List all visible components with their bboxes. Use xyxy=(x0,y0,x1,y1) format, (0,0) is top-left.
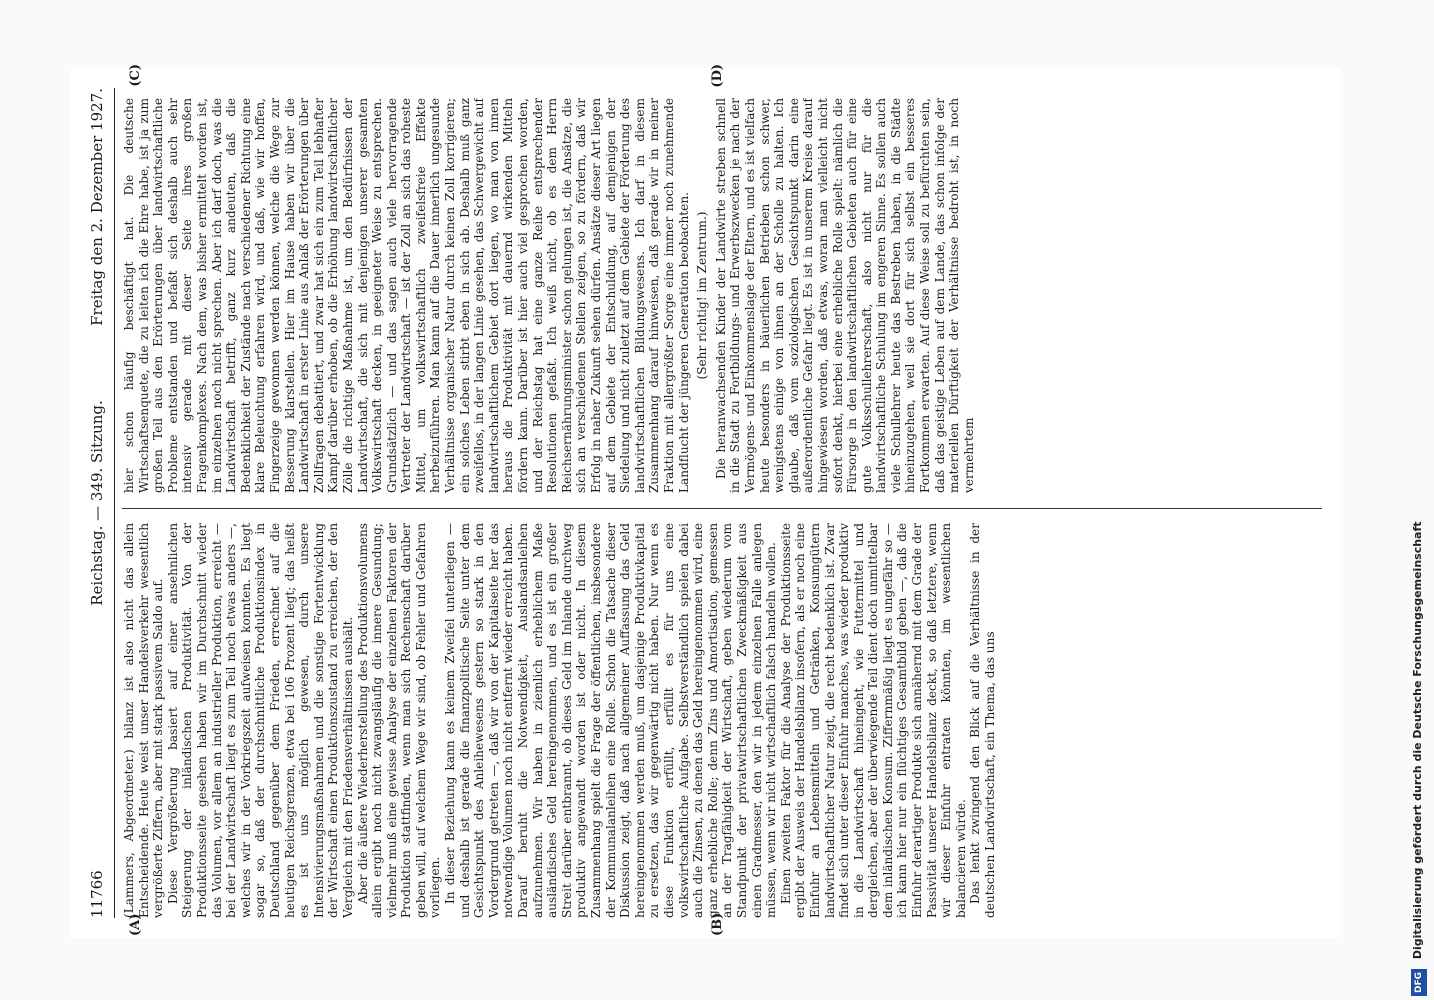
session-title: Reichstag. — 349. Sitzung. xyxy=(88,400,106,606)
paragraph: Diese Vergrößerung basiert auf einer ansehnlichen Steigerung der inländischen Produktivität. Von der Produktionsseite gesehen haben wir im Durchschnitt wieder das Volumen, vor allem an industrieller Produktion, erreicht — bei der Landwirtschaft liegt es zum Teil noch etwas anders —, welches wir in der Vorkriegszeit aufweisen konnten. Es liegt sogar so, daß der durchschnittliche Produktionsindex in Deutschland gegenüber dem Frieden, errechnet auf die heutigen Reichsgrenzen, etwa bei 106 Prozent liegt; das heißt es ist uns möglich gewesen, durch unsere Intensivierungsmaßnahmen und die sonstige Fortentwicklung der Wirtschaft einen Produktionszustand zu erreichen, der den Vergleich mit den Friedensverhältnissen aushält. xyxy=(165,523,355,918)
column-divider xyxy=(122,508,1322,509)
margin-marker-a: (A) xyxy=(128,913,143,936)
dfg-logo: DFG xyxy=(1411,969,1427,996)
paragraph: hier schon häufig beschäftigt hat. Die deutsche Wirtschaftsenquete, die zu leiten ich die Ehre habe, ist ja zum großen Teil aus den Erörterungen über landwirtschaftliche Probleme entstanden und befaßt sich deshalb auch sehr intensiv gerade mit dieser Seite ihres großen Fragenkomplexes. Nach dem, was bisher ermittelt worden ist, im einzelnen noch nicht sprechen. Aber ich darf doch, was die Landwirtschaft betrifft, ganz kurz andeuten, daß die Bedenklichkeit der Zustände nach verschiedener Richtung eine klare Beleuchtung erfahren wird, und daß, wie wir hoffen, Fingerzeige gewonnen werden können, welche die Wege zur Besserung klarstellen. Hier im Hause haben wir über die Landwirtschaft in erster Linie aus Anlaß der Erörterungen über Zollfragen debattiert, und zwar hat sich ein zum Teil lebhafter Kampf darüber erhoben, ob die Erhöhung landwirtschaftlicher Zölle die richtige Maßnahme ist, um den Bedürfnissen der Landwirtschaft, die sich mit denjenigen unserer gesamten Volkswirtschaft decken, in geeigneter Weise zu entsprechen. Grundsätzlich — und das sagen auch viele hervorragende Vertreter der Landwirtschaft — ist der Zoll an sich das roheste Mittel, um volkswirtschaftlich zweifelsfreie Effekte herbeizuführen. Man kann auf die Dauer innerlich ungesunde Verhältnisse organischer Natur durch keinen Zoll korrigieren; ein solches Leben stirbt eben in sich ab. Deshalb muß ganz zweifellos, in der langen Linie gesehen, das Schwergewicht auf landwirtschaftlichem Gebiet dort liegen, wo man von innen heraus die Produktivität mit dauernd wirkenden Mitteln fördern kann. Darüber ist hier auch viel gesprochen worden, und der Reichstag hat eine ganze Reihe entsprechender Resolutionen gefaßt. Ich weiß nicht, ob es dem Herrn Reichsernährungsminister schon gelungen ist, die Ansätze, die sich an verschiedenen Stellen zeigen, so zu fördern, daß wir Erfolg in naher Zukunft sehen dürfen. Ansätze dieser Art liegen auf dem Gebiete der Entschuldung, auf demjenigen der Siedelung und nicht zuletzt auf dem Gebiete der Förderung des landwirtschaftlichen Bildungswesens. Ich darf in diesem Zusammenhang darauf hinweisen, daß gerade wir in meiner Fraktion mit allergrößter Sorge eine immer noch zunehmende Landflucht der jüngeren Generation beobachten. xyxy=(122,98,691,493)
rotated-page-content xyxy=(70,64,1340,938)
margin-marker-b: (B) xyxy=(710,912,725,936)
paragraph: Das lenkt zwingend den Blick auf die Verhältnisse in der deutschen Landwirtschaft, ein Thema, das uns xyxy=(968,523,998,918)
page-number: 11766 xyxy=(88,870,106,918)
credit-text: Digitalisierung gefördert durch die Deutsche Forschungsgemeinschaft xyxy=(1411,521,1424,960)
session-date: Freitag den 2. Dezember 1927. xyxy=(88,88,106,326)
margin-marker-c: (C) xyxy=(128,64,143,87)
right-column xyxy=(122,98,1322,493)
paragraph: Die heranwachsenden Kinder der Landwirte streben schnell in die Stadt zu Fortbildungs- und Erwerbszwecken je nach der Vermögens- und Einkommenslage der Eltern, und es ist vielfach heute besonders in bäuerlichen Betrieben schon schwer, wenigstens einige von ihnen an der Scholle zu halten. Ich glaube, daß vom soziologischen Gesichtspunkt darin eine außerordentliche Gefahr liegt. Es ist in unserem Kreise darauf hingewiesen worden, daß etwas, woran man vielleicht nicht sofort denkt, hierbei eine erhebliche Rolle spielt: nämlich die Fürsorge in den landwirtschaftlichen Gebieten auch für eine gute Volksschullehrerschaft, also nicht nur für die landwirtschaftliche Schulung im engeren Sinne. Es sollen auch viele Schullehrer heute das Bestreben haben, in die Städte hineinzugehen, weil sie dort für sich selbst ein besseres Fortkommen erwarten. Auf diese Weise soll zu befürchten sein, daß das geistige Leben auf dem Lande, das schon infolge der materiellen Dürftigkeit der Verhältnisse bedroht ist, in noch vermehrtem xyxy=(713,98,976,493)
paragraph: Einen zweiten Faktor für die Analyse der Produktionsseite ergibt der Ausweis der Handelsbilanz insofern, als er noch eine Einfuhr an Lebensmitteln und Getränken, Konsumgütern landwirtschaftlicher Natur zeigt, die recht bedenklich ist. Zwar findet sich unter dieser Einfuhr manches, was wieder produktiv in die Landwirtschaft hineingeht, wie Futtermittel und dergleichen, aber der überwiegende Teil dient doch unmittelbar dem inländischen Konsum. Ziffernmäßig liegt es ungefähr so — ich kann hier nur ein flüchtiges Gesamtbild geben —, daß die Einfuhr derartiger Produkte sich annähernd mit dem Grade der Passivität unserer Handelsbilanz deckt, so daß letztere, wenn wir dieser Einfuhr entraten könnten, im wesentlichen balancieren würde. xyxy=(778,523,968,918)
interjection: (Sehr richtig! im Zentrum.) xyxy=(695,211,710,380)
paragraph: In dieser Beziehung kann es keinem Zweifel unterliegen — und deshalb ist gerade die finanzpolitische Seite unter dem Gesichtspunkt des Anleihewesens gestern so stark in den Vordergrund getreten —, daß wir von der Kapitalseite her das notwendige Volumen noch nicht entfernt wieder erreicht haben. Darauf beruht die Notwendigkeit, Auslandsanleihen aufzunehmen. Wir haben in ziemlich erheblichem Maße ausländisches Geld hereingenommen, und es ist ein großer Streit darüber entbrannt, ob dieses Geld im Inlande durchweg produktiv angewandt worden ist oder nicht. In diesem Zusammenhang spielt die Frage der öffentlichen, insbesondere der Kommunalanleihen eine Rolle. Schon die Tatsache dieser Diskussion zeigt, daß nach allgemeiner Auffassung das Geld hereingenommen werden muß, um dasjenige Produktivkapital zu ersetzen, das wir gegenwärtig nicht haben. Nur wenn es diese Funktion erfüllt, erfüllt es für uns eine volkswirtschaftliche Aufgabe. Selbstverständlich spielen dabei auch die Zinsen, zu denen das Geld hereingenommen wird, eine ganz erhebliche Rolle; denn Zins und Amortisation, gemessen an der Tragfähigkeit der Wirtschaft, geben wiederum vom Standpunkt der privatwirtschaftlichen Zweckmäßigkeit aus einen Gradmesser, den wir in jedem einzelnen Falle anlegen müssen, wenn wir nicht wirtschaftlich falsch handeln wollen. xyxy=(443,523,779,918)
paragraph: Aber die äußere Wiederherstellung des Produktionsvolumens allein ergibt noch nicht zwangsläufig die innere Gesundung; vielmehr muß eine gewisse Analyse der einzelnen Faktoren der Produktion stattfinden, wenn man sich Rechenschaft darüber geben will, auf welchem Wege wir sind, ob Fehler und Gefahren vorliegen. xyxy=(355,523,443,918)
digitization-credit xyxy=(1410,6,1426,996)
margin-marker-d: (D) xyxy=(710,64,725,88)
page-header xyxy=(88,88,112,918)
paragraph: (Lammers, Abgeordneter.) bilanz ist also nicht das allein Entscheidende. Heute weist unser Handelsverkehr wesentlich vergrößerte Ziffern, aber mit stark passivem Saldo auf. xyxy=(122,523,166,918)
scanned-page xyxy=(70,64,1340,938)
header-rule xyxy=(114,88,115,918)
left-column xyxy=(122,523,1322,918)
